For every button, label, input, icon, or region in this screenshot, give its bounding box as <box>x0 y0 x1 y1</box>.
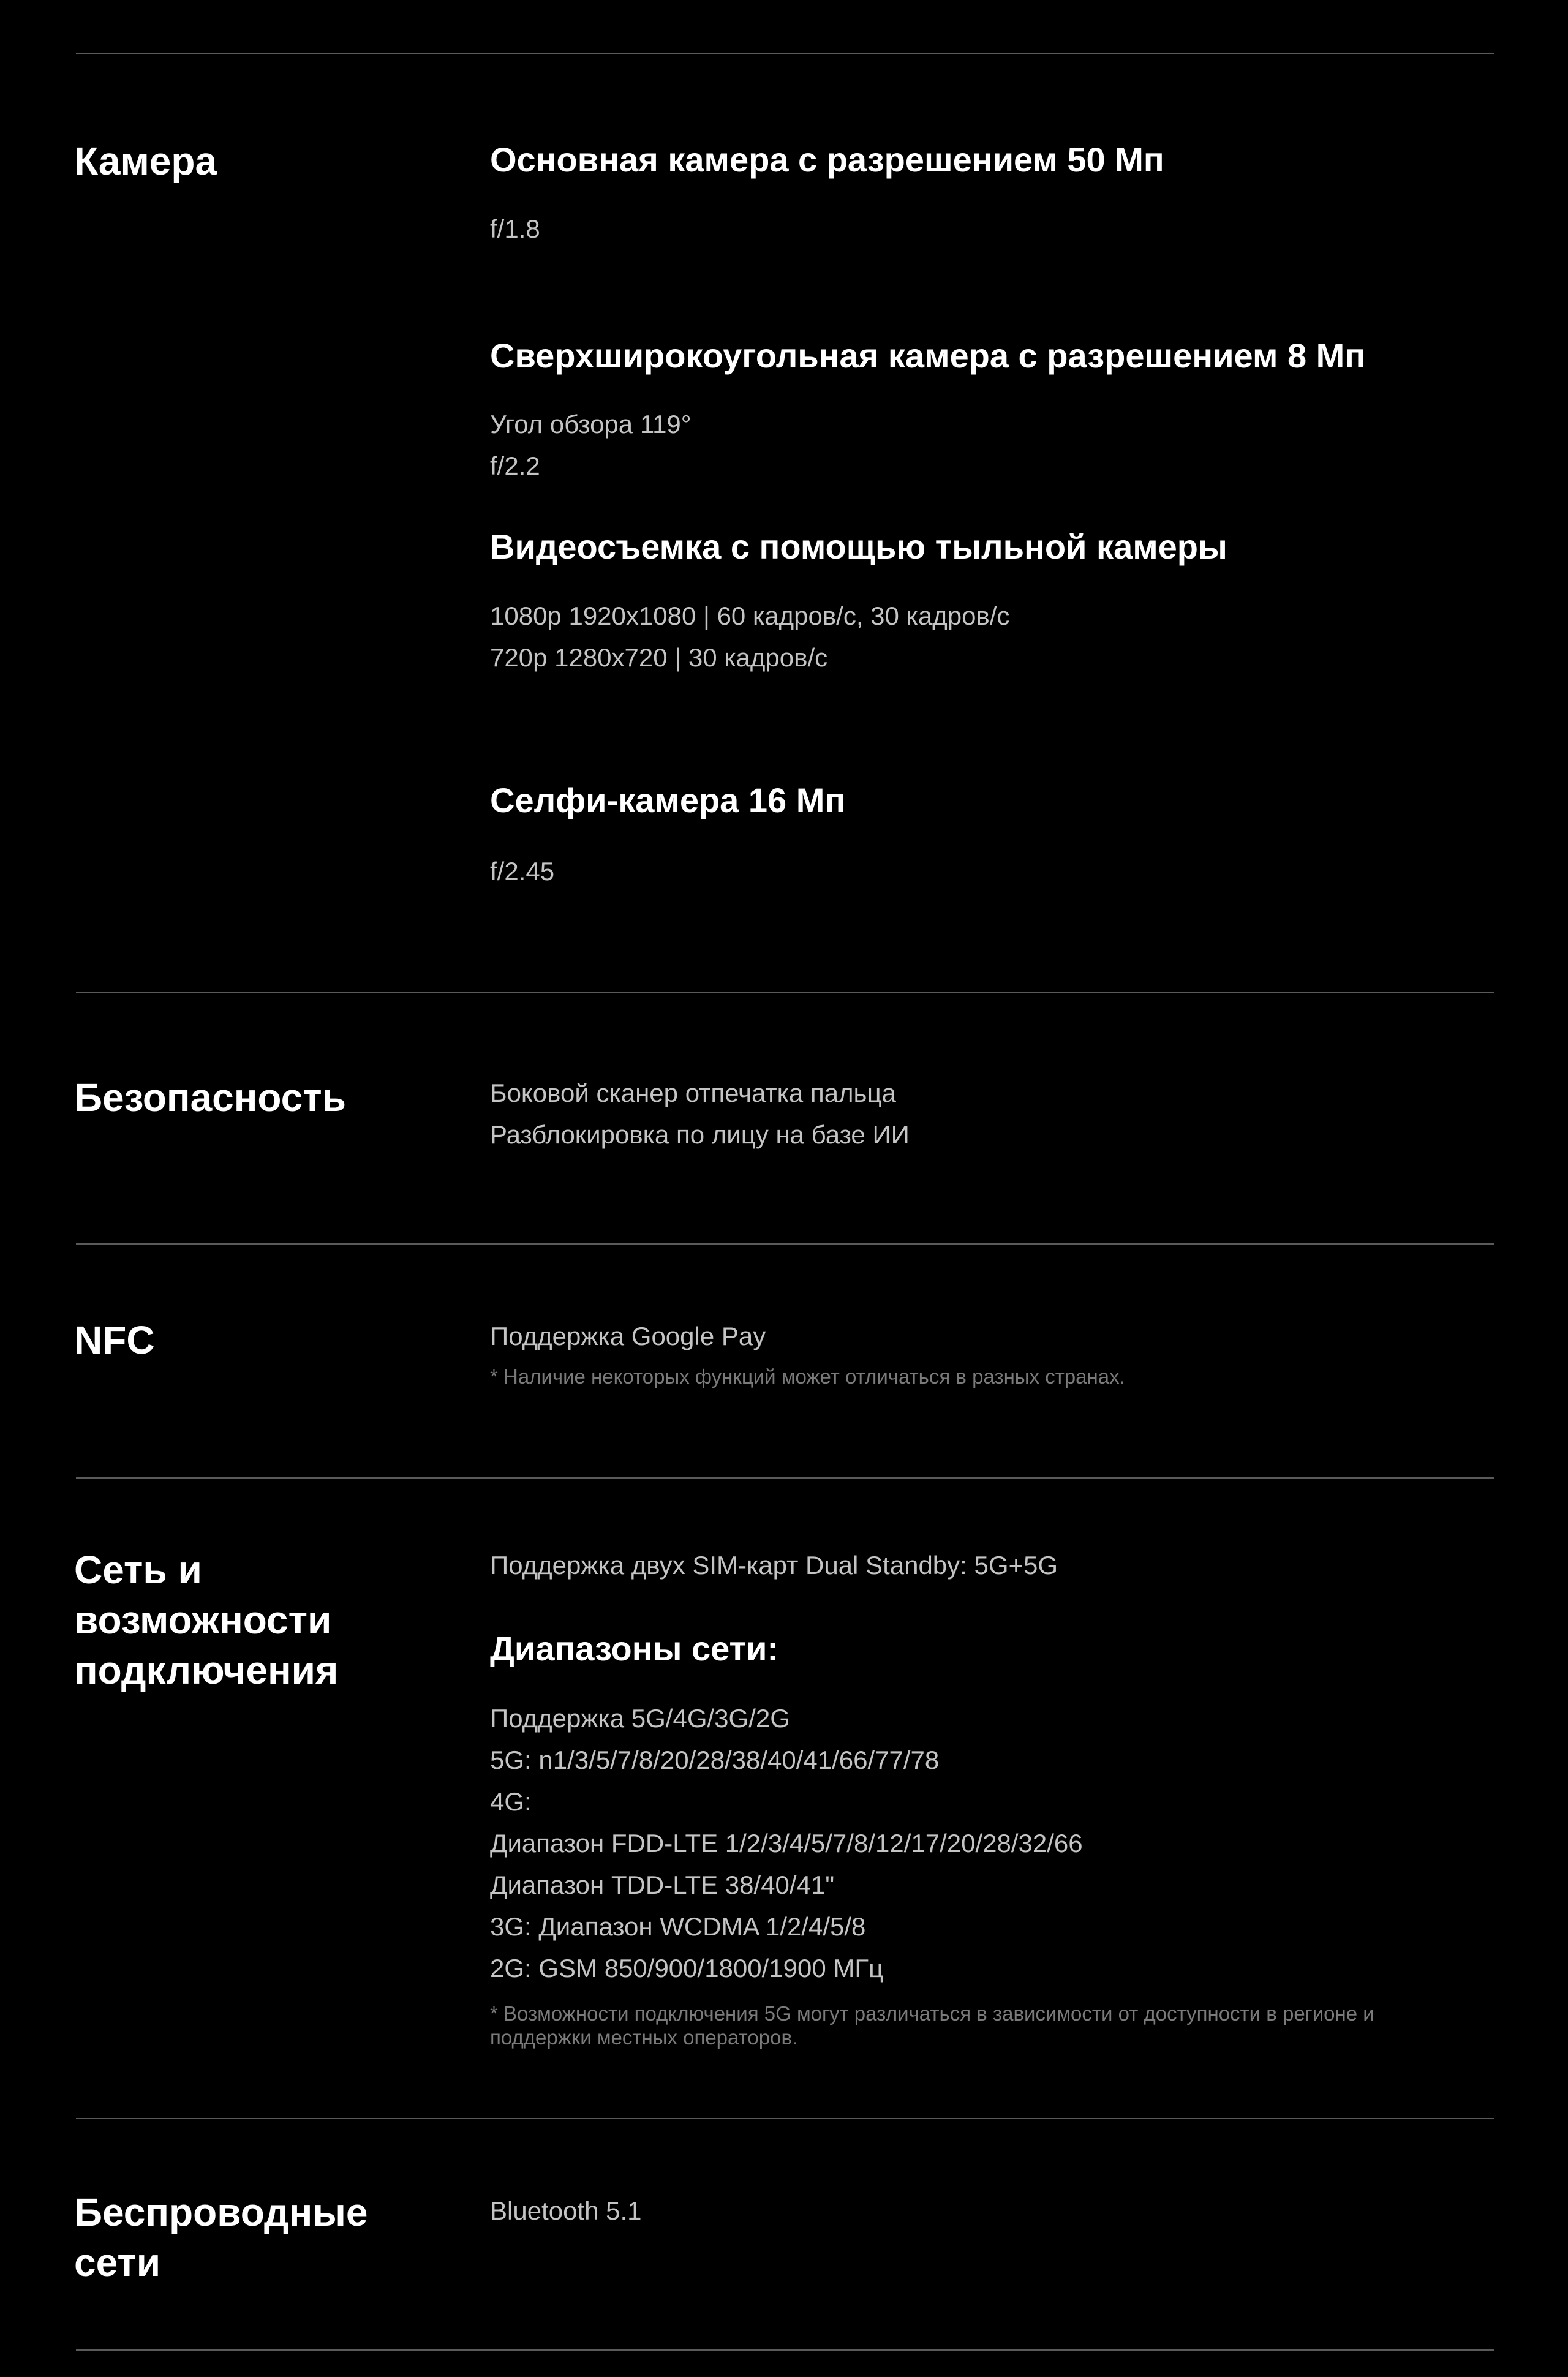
security-section-title: Безопасность <box>74 1075 346 1120</box>
wireless-specs <box>490 2190 1494 2232</box>
divider-top <box>76 53 1494 54</box>
divider-security-nfc <box>76 1243 1494 1245</box>
divider-camera-security <box>76 992 1494 993</box>
network-bands-heading: Диапазоны сети: <box>490 1629 779 1668</box>
selfie-camera-specs <box>490 851 1494 892</box>
rear-video-720p: 720p 1280x720 | 30 кадров/с <box>490 643 828 672</box>
wireless-title-line-1: Беспроводные <box>74 2190 368 2234</box>
wireless-section-title <box>74 2187 417 2288</box>
rear-video-heading: Видеосъемка с помощью тыльной камеры <box>490 527 1227 566</box>
network-band-3g: 3G: Диапазон WCDMA 1/2/4/5/8 <box>490 1912 866 1941</box>
rear-video-block <box>490 527 1494 567</box>
main-camera-heading: Основная камера с разрешением 50 Мп <box>490 140 1164 179</box>
google-pay-support: Поддержка Google Pay <box>490 1322 766 1350</box>
main-camera-block <box>490 140 1494 180</box>
ultrawide-camera-block <box>490 336 1494 376</box>
face-unlock: Разблокировка по лицу на базе ИИ <box>490 1120 910 1149</box>
divider-nfc-network <box>76 1477 1494 1479</box>
network-title-line-1: Сеть и <box>74 1548 202 1592</box>
bluetooth-version: Bluetooth 5.1 <box>490 2196 642 2225</box>
selfie-camera-aperture: f/2.45 <box>490 857 555 886</box>
dual-sim-support: Поддержка двух SIM-карт Dual Standby: 5G+5G <box>490 1551 1058 1580</box>
main-camera-aperture: f/1.8 <box>490 214 540 243</box>
network-band-tdd-lte: Диапазон TDD-LTE 38/40/41" <box>490 1870 835 1899</box>
rear-video-specs <box>490 595 1494 679</box>
dual-sim-block <box>490 1545 1494 1586</box>
main-camera-specs <box>490 208 1494 250</box>
nfc-footnote-block <box>490 1365 1494 1388</box>
selfie-camera-heading: Селфи-камера 16 Мп <box>490 781 846 819</box>
network-title-line-3: подключения <box>74 1648 339 1692</box>
selfie-camera-block <box>490 780 1494 821</box>
divider-bottom <box>76 2349 1494 2351</box>
nfc-section-title: NFC <box>74 1318 155 1362</box>
network-footnote-block <box>490 2002 1421 2049</box>
network-section-title <box>74 1545 417 1695</box>
network-band-2g: 2G: GSM 850/900/1800/1900 МГц <box>490 1954 884 1983</box>
ultrawide-camera-aperture: f/2.2 <box>490 451 540 480</box>
network-bands-list <box>490 1698 1494 1989</box>
network-band-5g: 5G: n1/3/5/7/8/20/28/38/40/41/66/77/78 <box>490 1746 940 1774</box>
fingerprint-scanner: Боковой сканер отпечатка пальца <box>490 1079 896 1107</box>
network-title-line-2: возможности <box>74 1598 332 1642</box>
ultrawide-camera-fov: Угол обзора 119° <box>490 410 692 439</box>
ultrawide-camera-heading: Сверхширокоугольная камера с разрешением 8 Мп <box>490 336 1366 375</box>
security-specs <box>490 1072 1494 1156</box>
nfc-footnote: * Наличие некоторых функций может отличаться в разных странах. <box>490 1365 1125 1388</box>
nfc-specs <box>490 1316 1494 1357</box>
ultrawide-camera-specs <box>490 404 1494 487</box>
camera-section-title: Камера <box>74 139 217 183</box>
network-bands-block <box>490 1629 1494 1669</box>
divider-network-wireless <box>76 2118 1494 2119</box>
network-footnote: * Возможности подключения 5G могут различаться в зависимости от доступности в регионе и поддержки местных операторов. <box>490 2002 1374 2049</box>
network-band-fdd-lte: Диапазон FDD-LTE 1/2/3/4/5/7/8/12/17/20/28/32/66 <box>490 1829 1083 1858</box>
network-band-4g-label: 4G: <box>490 1787 532 1816</box>
wireless-title-line-2: сети <box>74 2240 161 2285</box>
network-band-generations: Поддержка 5G/4G/3G/2G <box>490 1704 790 1733</box>
rear-video-1080p: 1080p 1920x1080 | 60 кадров/с, 30 кадров/с <box>490 601 1010 630</box>
